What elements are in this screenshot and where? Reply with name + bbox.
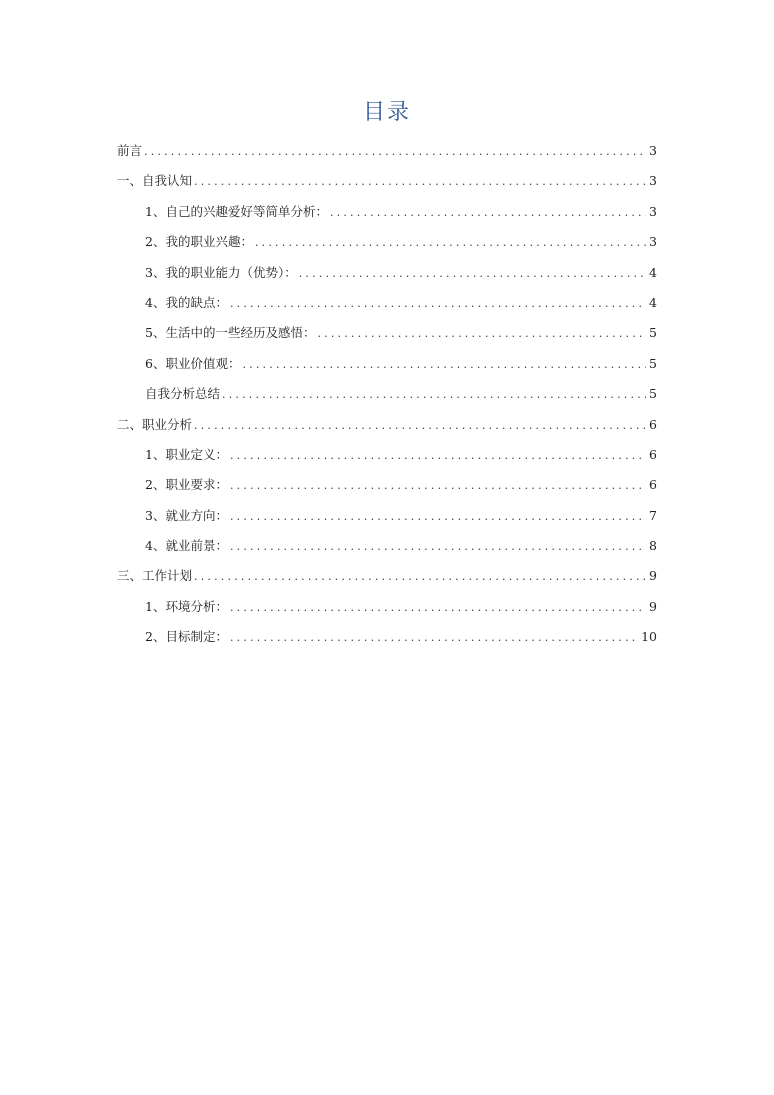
toc-page-number: 5 xyxy=(649,386,657,402)
toc-dot-leader xyxy=(230,471,646,501)
toc-entry-label: 一、自我认知 xyxy=(117,173,193,189)
toc-entry-label: 3、就业方向： xyxy=(145,507,228,523)
toc-entry-employment-prospects[interactable] xyxy=(117,531,657,561)
toc-entry-preface[interactable] xyxy=(117,136,657,166)
toc-entry-label: 三、工作计划 xyxy=(117,568,193,584)
toc-page-number: 3 xyxy=(649,203,657,219)
toc-dot-leader xyxy=(299,259,646,289)
toc-dot-leader xyxy=(255,228,646,258)
toc-entry-career-abilities[interactable] xyxy=(117,258,657,288)
toc-page-number: 3 xyxy=(649,234,657,250)
toc-entry-interests[interactable] xyxy=(117,197,657,227)
toc-entry-career-requirements[interactable] xyxy=(117,470,657,500)
toc-entry-label: 4、就业前景： xyxy=(145,538,228,554)
toc-entry-label: 4、我的缺点： xyxy=(145,294,228,310)
toc-page-number: 6 xyxy=(649,416,657,432)
toc-entry-weaknesses[interactable] xyxy=(117,288,657,318)
toc-entry-label: 1、职业定义： xyxy=(145,446,228,462)
toc-page-number: 4 xyxy=(649,264,657,280)
toc-entry-label: 2、目标制定： xyxy=(145,629,228,645)
toc-dot-leader xyxy=(222,380,646,410)
toc-entry-label: 二、职业分析 xyxy=(117,416,193,432)
toc-entry-employment-direction[interactable] xyxy=(117,501,657,531)
toc-entry-career-interests[interactable] xyxy=(117,227,657,257)
toc-entry-label: 2、我的职业兴趣： xyxy=(145,234,253,250)
toc-page-number: 10 xyxy=(641,629,657,645)
toc-page-number: 3 xyxy=(649,173,657,189)
toc-dot-leader xyxy=(230,532,646,562)
toc-entry-label: 6、职业价值观： xyxy=(145,355,241,371)
toc-entry-label: 3、我的职业能力（优势）： xyxy=(145,264,297,280)
toc-dot-leader xyxy=(230,289,646,319)
toc-dot-leader xyxy=(242,350,646,380)
toc-dot-leader xyxy=(330,198,646,228)
toc-page-number: 4 xyxy=(649,294,657,310)
toc-dot-leader xyxy=(194,562,646,592)
toc-entry-self-awareness[interactable] xyxy=(117,166,657,196)
toc-entry-label: 2、职业要求： xyxy=(145,477,228,493)
toc-dot-leader xyxy=(230,623,638,653)
toc-entry-label: 5、生活中的一些经历及感悟： xyxy=(145,325,316,341)
toc-page-number: 6 xyxy=(649,477,657,493)
toc-entry-career-definition[interactable] xyxy=(117,440,657,470)
toc-dot-leader xyxy=(230,593,646,623)
toc-title: 目录 xyxy=(362,100,411,125)
toc-entry-life-experiences[interactable] xyxy=(117,318,657,348)
toc-page-number: 3 xyxy=(649,143,657,158)
toc-dot-leader xyxy=(194,167,646,197)
toc-dot-leader xyxy=(194,411,646,441)
toc-entry-environment-analysis[interactable] xyxy=(117,592,657,622)
toc-page-number: 8 xyxy=(649,538,657,554)
toc-dot-leader xyxy=(230,502,646,532)
toc-dot-leader xyxy=(230,441,646,471)
toc-entry-career-values[interactable] xyxy=(117,349,657,379)
toc-dot-leader xyxy=(317,319,646,349)
toc-entry-goal-setting[interactable] xyxy=(117,622,657,652)
toc-entry-work-plan[interactable] xyxy=(117,561,657,591)
toc-page-number: 5 xyxy=(649,355,657,371)
toc-entry-self-analysis-summary[interactable] xyxy=(117,379,657,409)
table-of-contents xyxy=(117,136,657,653)
toc-page-number: 6 xyxy=(649,446,657,462)
toc-page-number: 9 xyxy=(649,568,657,584)
toc-page-number: 5 xyxy=(649,325,657,341)
toc-page-number: 9 xyxy=(649,598,657,614)
toc-entry-career-analysis[interactable] xyxy=(117,410,657,440)
toc-page-number: 7 xyxy=(649,507,657,523)
toc-dot-leader xyxy=(144,137,646,167)
toc-entry-label: 1、自己的兴趣爱好等简单分析： xyxy=(145,203,328,219)
toc-entry-label: 1、环境分析： xyxy=(145,598,228,614)
toc-entry-label: 自我分析总结 xyxy=(145,386,221,402)
toc-entry-label: 前言 xyxy=(117,143,143,158)
